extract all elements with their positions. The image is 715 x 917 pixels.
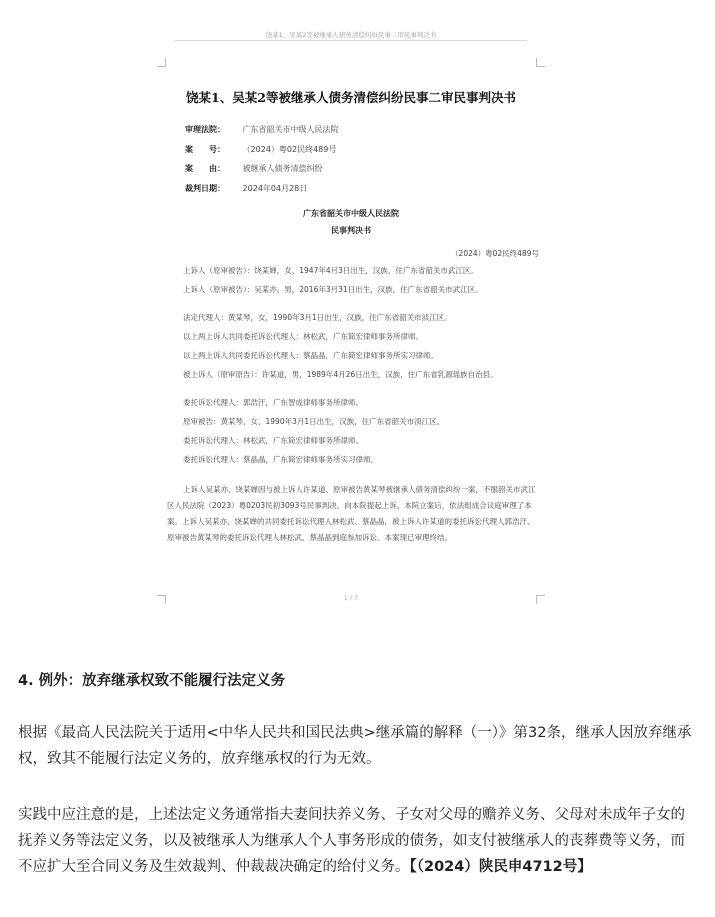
page-number: 1 / 7 [343,594,359,602]
case-number: （2024）粤02民终489号 [451,249,539,258]
crop-mark [536,58,545,67]
meta-label: 裁判日期： [185,183,225,193]
document-title: 饶某1、吴某2等被继承人债务清偿纠纷民事二审民事判决书 [186,90,516,105]
case-citation: 【（2024）陕民申4712号】 [409,859,592,875]
meta-value: 广东省韶关市中级人民法院 [242,125,339,134]
party-paragraph: 委托诉讼代理人：林松武，广东简宏律师事务所律师。 [183,436,363,445]
case-summary-paragraph: 上诉人吴某亦、饶某婵因与被上诉人许某道、原审被告黄某琴被继承人债务清偿纠纷一案，不服韶关市武江区人民法院（2023）粤0203民初3093号民事判决，向本院提起上诉。本院立案后，依法组成合议庭审理了本案。上诉人吴某亦、饶某婵的共同委托诉讼代理人林松武、蔡晶晶，被上诉人许某道的委托诉讼代理人郭浩汗、原审被告黄某琴的委托诉讼代理人林松武、蔡晶晶到庭参加诉讼。本案现已审理终结。 [167,485,536,542]
document-kind: 民事判决书 [331,226,371,235]
running-header: 饶某1、吴某2等被继承人债务清偿纠纷民事二审民事判决书 [265,31,437,39]
section-heading: 4. 例外：放弃继承权致不能履行法定义务 [18,673,286,689]
party-paragraph: 以上两上诉人共同委托诉讼代理人：林松武，广东简宏律师事务所律师。 [183,332,423,341]
meta-row [185,122,339,142]
party-paragraph: 被上诉人（原审原告）：许某道，男，1989年4月26日出生，汉族，住广东省乳源瑶族自治县。 [183,370,498,379]
case-metadata [185,122,339,200]
header-rule [175,40,527,41]
judgment-document-image [147,26,555,616]
party-paragraph: 以上两上诉人共同委托诉讼代理人：蔡晶晶，广东简宏律师事务所实习律师。 [183,351,438,360]
article-paragraph-text: 实践中应注意的是，上述法定义务通常指夫妻间扶养义务、子女对父母的赡养义务、父母对未成年子女的抚养义务等法定义务，以及被继承人为继承人个人事务形成的债务，如支付被继承人的丧葬费等义务，而不应扩大至合同义务及生效裁判、仲裁裁决确定的给付义务。 [18,807,685,875]
party-paragraph: 法定代理人：黄某琴，女，1990年3月1日出生，汉族，住广东省韶关市浈江区。 [183,313,452,322]
party-paragraph: 上诉人（原审被告）：吴某亦，男，2016年3月31日出生，汉族，住广东省韶关市武江区。 [183,285,483,294]
article-paragraph [18,802,696,880]
meta-value: （2024）粤02民终489号 [242,144,337,154]
party-paragraph: 委托诉讼代理人：蔡晶晶，广东简宏律师事务所实习律师。 [183,455,378,464]
crop-mark [157,58,166,67]
meta-label: 案 号： [185,144,225,154]
party-paragraph: 原审被告：黄某琴，女，1990年3月1日出生，汉族，住广东省韶关市浈江区。 [183,417,445,426]
party-paragraph: 委托诉讼代理人：郭浩汗，广东智成律师事务所律师。 [183,398,363,407]
meta-row [185,161,339,181]
meta-label: 案 由： [185,164,225,173]
meta-row [185,181,339,201]
meta-value: 2024年04月28日 [242,183,308,193]
meta-row [185,142,339,162]
meta-label: 审理法院： [185,125,225,134]
court-name: 广东省韶关市中级人民法院 [303,209,399,218]
judgment-body [167,266,539,546]
party-paragraph: 上诉人（原审被告）：饶某婵，女，1947年4月3日出生，汉族，住广东省韶关市武江区。 [183,266,478,275]
meta-value: 被继承人债务清偿纠纷 [242,164,323,173]
article-paragraph: 根据《最高人民法院关于适用<中华人民共和国民法典>继承篇的解释（一）》第32条，继承人因放弃继承权，致其不能履行法定义务的，放弃继承权的行为无效。 [18,725,692,767]
